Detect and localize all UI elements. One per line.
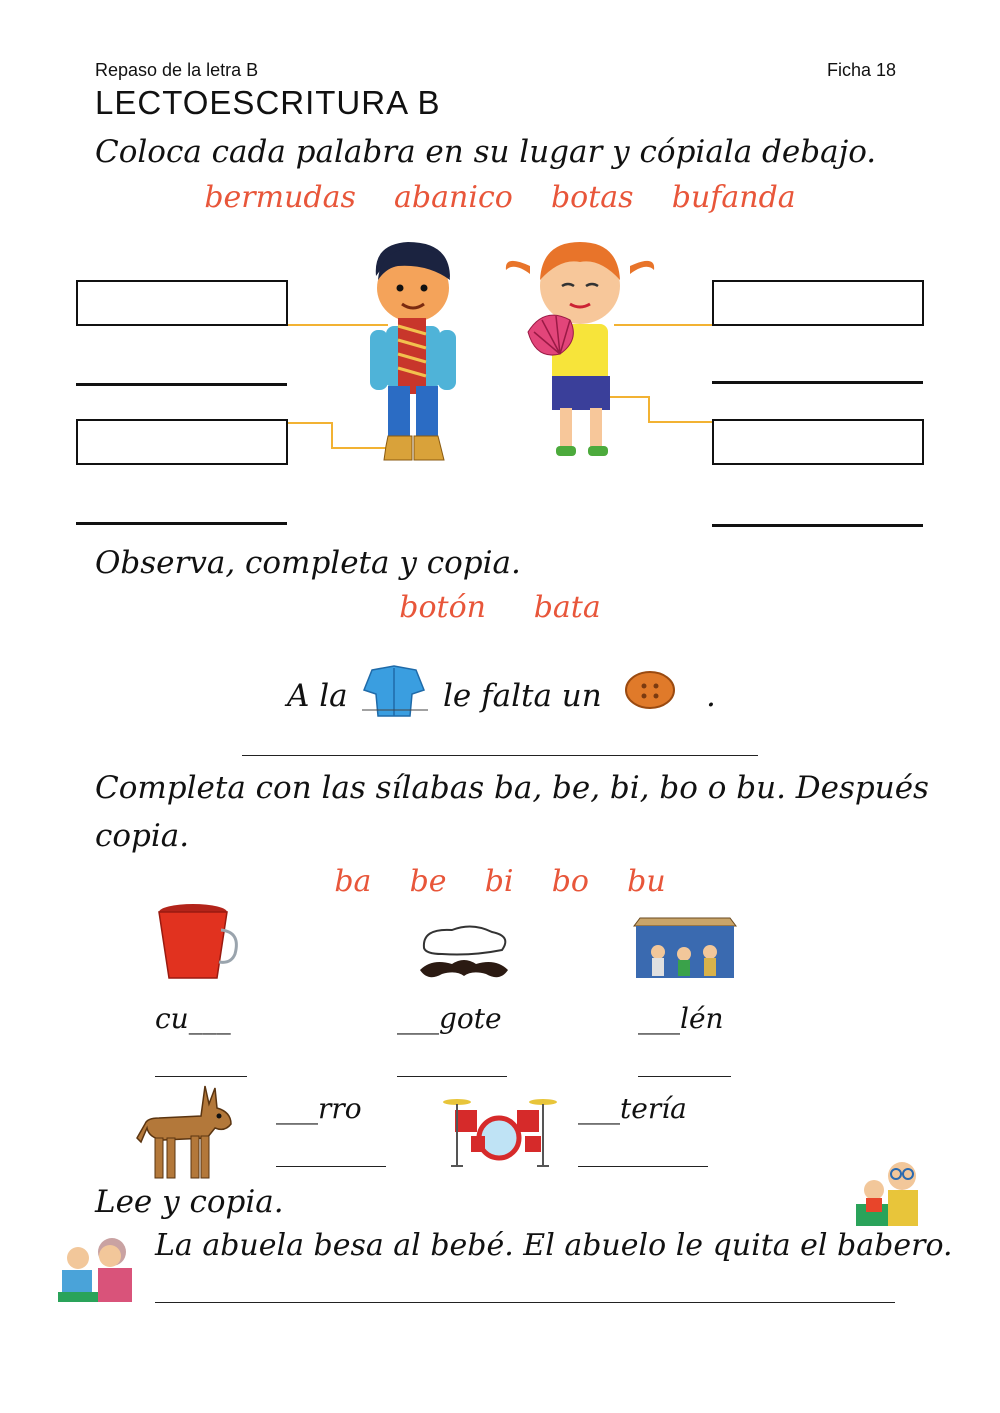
syllable-item: bu — [627, 864, 666, 899]
syllable-item: ba — [334, 864, 372, 899]
connector-line — [331, 422, 333, 448]
copy-line[interactable] — [155, 1076, 247, 1077]
sentence-middle: le falta un — [443, 678, 602, 714]
boton-icon — [624, 670, 676, 710]
syllable-bank — [0, 864, 1000, 899]
copy-line[interactable] — [638, 1076, 731, 1077]
word-bank-item: bata — [533, 590, 601, 625]
bigote-icon — [412, 920, 516, 986]
copy-line[interactable] — [76, 522, 287, 525]
word-bank-1 — [0, 180, 1000, 215]
copy-line[interactable] — [397, 1076, 507, 1077]
answer-box-bermudas[interactable] — [712, 419, 924, 465]
reading-sentence: La abuela besa al bebé. El abuelo le quita el babero. — [155, 1228, 953, 1263]
instruction-1: Coloca cada palabra en su lugar y cópiala debajo. — [95, 134, 877, 170]
girl-illustration — [500, 236, 660, 462]
fill-word-bigote[interactable]: ___gote — [397, 1002, 502, 1035]
word-bank-item: botón — [399, 590, 486, 625]
worksheet-subtitle: Repaso de la letra B — [95, 60, 259, 80]
abuela-bebe-icon — [56, 1234, 138, 1302]
bucket-icon — [155, 902, 241, 982]
word-bank-item: botas — [550, 180, 634, 215]
copy-line[interactable] — [242, 755, 758, 756]
word-bank-2 — [0, 590, 1000, 625]
copy-line[interactable] — [578, 1166, 708, 1167]
belen-icon — [632, 912, 738, 980]
sheet-number: Ficha 18 — [827, 60, 897, 80]
connector-line — [288, 422, 332, 424]
answer-box-abanico[interactable] — [712, 280, 924, 326]
boy-illustration — [358, 236, 468, 464]
copy-line[interactable] — [76, 383, 287, 386]
sentence-end: . — [706, 678, 716, 714]
sentence-start: A la — [287, 678, 348, 714]
burro-icon — [135, 1082, 237, 1184]
page-title: LECTOESCRITURA B — [95, 84, 441, 121]
fill-word-burro[interactable]: ___rro — [276, 1092, 362, 1125]
copy-line[interactable] — [712, 381, 923, 384]
syllable-item: be — [409, 864, 447, 899]
answer-box-bufanda[interactable] — [76, 280, 288, 326]
word-bank-item: bufanda — [671, 180, 796, 215]
answer-box-botas[interactable] — [76, 419, 288, 465]
instruction-3-line1: Completa con las sílabas ba, be, bi, bo o bu. Después — [95, 770, 929, 806]
syllable-item: bo — [551, 864, 589, 899]
copy-line[interactable] — [712, 524, 923, 527]
syllable-item: bi — [484, 864, 514, 899]
bateria-icon — [443, 1096, 557, 1168]
word-bank-item: bermudas — [204, 180, 356, 215]
fill-word-cubo[interactable]: cu___ — [155, 1002, 231, 1035]
instruction-4: Lee y copia. — [95, 1184, 284, 1220]
word-bank-item: abanico — [394, 180, 513, 215]
bata-icon — [358, 664, 430, 720]
copy-line[interactable] — [276, 1166, 386, 1167]
fill-word-bateria[interactable]: ___tería — [578, 1092, 687, 1125]
copy-line[interactable] — [155, 1302, 895, 1303]
instruction-3-line2: copia. — [95, 818, 190, 854]
abuelo-bebe-icon — [852, 1154, 926, 1228]
instruction-2: Observa, completa y copia. — [95, 545, 521, 581]
fill-word-belen[interactable]: ___lén — [638, 1002, 724, 1035]
